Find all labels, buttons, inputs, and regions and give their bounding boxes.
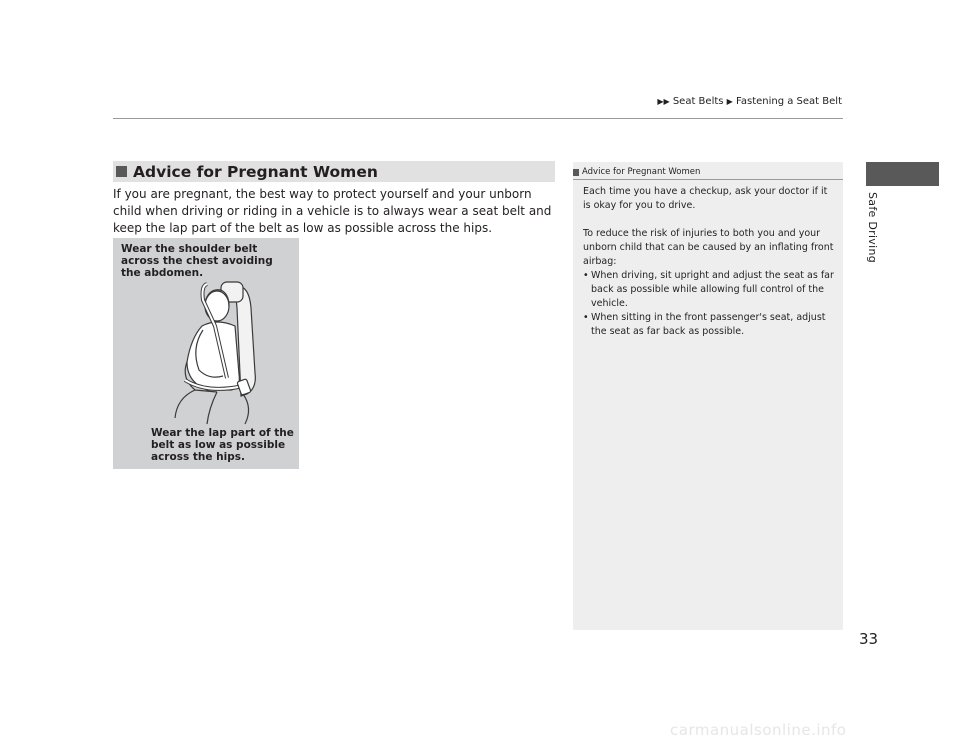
note-content: [583, 185, 837, 339]
body-paragraph: If you are pregnant, the best way to protect yourself and your unborn child when driving or riding in a vehicle is to always wear a seat belt and keep the lap part of the belt as low as possible across the hips.: [113, 187, 552, 235]
section-header: [113, 161, 555, 182]
page-number: 33: [859, 630, 879, 648]
note-title-text: Advice for Pregnant Women: [582, 167, 701, 177]
chapter-tab: [866, 162, 939, 186]
footer-watermark: carmanualsonline.info: [670, 721, 847, 739]
section-square-icon: [116, 166, 127, 177]
header-divider: [113, 118, 843, 119]
bullet-icon: •: [583, 312, 589, 323]
chapter-label: Safe Driving: [866, 192, 879, 264]
note-marker-icon: [573, 169, 579, 176]
sidebar-note: [573, 162, 843, 630]
caption-lap-belt: Wear the lap part of the belt as low as possible across the hips.: [151, 427, 294, 463]
breadcrumb-separator-icon: ▶: [726, 97, 733, 106]
section-title: Advice for Pregnant Women: [133, 162, 378, 181]
breadcrumb-seat-belts[interactable]: Seat Belts: [672, 96, 724, 107]
caption-shoulder-belt: Wear the shoulder belt across the chest avoiding the abdomen.: [121, 243, 273, 279]
note-paragraph-2: To reduce the risk of injuries to both you and your unborn child that can be caused by an inflating front airbag:: [583, 228, 834, 267]
bullet-icon: •: [583, 270, 589, 281]
breadcrumb-arrow-icon: ▶▶: [657, 97, 670, 106]
list-item: [583, 311, 837, 339]
note-bullet-list: [583, 269, 837, 339]
pregnant-woman-illustration: [113, 238, 299, 469]
note-paragraph-1: Each time you have a checkup, ask your doctor if it is okay for you to drive.: [583, 186, 828, 211]
note-bullet-2: When sitting in the front passenger's seat, adjust the seat as far back as possible.: [591, 312, 826, 337]
list-item: [583, 269, 837, 311]
note-bullet-1: When driving, sit upright and adjust the seat as far back as possible while allowing full control of the vehicle.: [591, 270, 834, 309]
breadcrumb-fastening-seat-belt[interactable]: Fastening a Seat Belt: [736, 96, 842, 107]
breadcrumb: [657, 96, 842, 107]
seated-woman-seatbelt-icon: [157, 278, 277, 428]
note-title: [573, 165, 843, 180]
